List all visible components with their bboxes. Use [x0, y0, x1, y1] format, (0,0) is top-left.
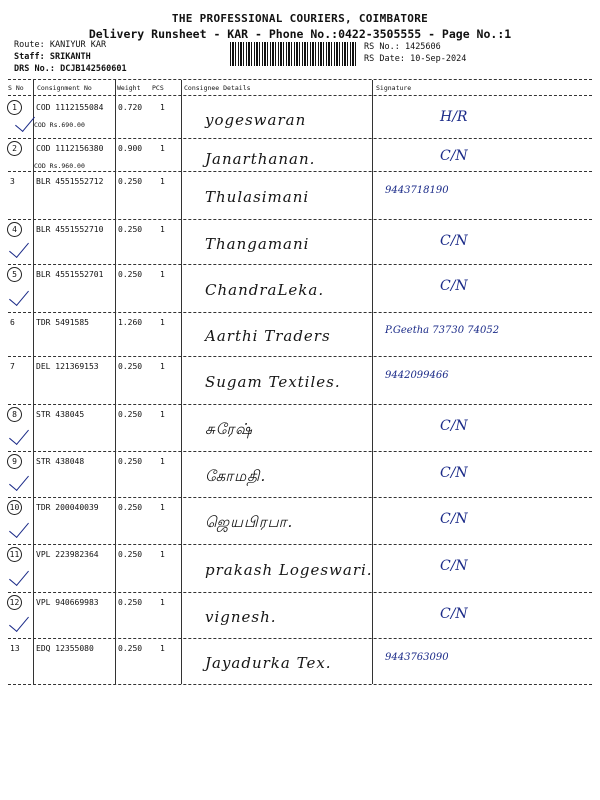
row-divider [8, 684, 592, 685]
signature-handwritten: P.Geetha 73730 74052 [385, 325, 500, 336]
pcs: 1 [160, 598, 165, 607]
signature-handwritten: 9442099466 [385, 370, 449, 381]
staff-value: SRIKANTH [49, 52, 91, 62]
runsheet-title: Delivery Runsheet - KAR - Phone No.:0422-3505555 - Page No.:1 [88, 27, 512, 41]
staff-label: Staff: [14, 52, 45, 62]
consignee-handwritten: Sugam Textiles. [205, 373, 341, 391]
pcs: 1 [160, 318, 165, 327]
row-divider [8, 171, 592, 172]
staff-line [14, 52, 91, 62]
signature-handwritten: C/N [440, 465, 468, 481]
row-divider [8, 219, 592, 220]
col-header-consignee: Consignee Details [184, 84, 251, 92]
consignee-handwritten: கோமதி. [205, 467, 267, 485]
pcs: 1 [160, 362, 165, 371]
signature-handwritten: H/R [440, 109, 468, 125]
weight: 0.250 [118, 503, 143, 512]
consignment-no: COD 1112156380 [36, 144, 104, 153]
pcs: 1 [160, 410, 165, 419]
rs-no-line [364, 42, 441, 52]
consignment-no: DEL 121369153 [36, 362, 99, 371]
drs-label: DRS No.: [14, 64, 55, 74]
row-divider [8, 544, 592, 545]
consignee-handwritten: Thangamani [205, 235, 310, 253]
cod-amount: COD Rs.690.00 [34, 121, 85, 129]
checkmark-icon [9, 285, 29, 306]
pcs: 1 [160, 270, 165, 279]
consignee-handwritten: ஜெயபிரபா. [205, 513, 294, 531]
sno-circled: 11 [7, 547, 22, 562]
col-header-sno: S No [8, 84, 24, 92]
consignee-handwritten: Janarthanan. [205, 150, 316, 168]
consignment-no: COD 1112155084 [36, 103, 104, 112]
checkmark-icon [9, 424, 29, 445]
consignee-handwritten: yogeswaran [205, 111, 307, 129]
sno-circled: 5 [7, 267, 22, 282]
route-value: KANIYUR KAR [49, 40, 107, 50]
rs-no-value: 1425606 [404, 42, 441, 52]
sno: 13 [10, 644, 20, 653]
drs-value: DCJB142560601 [60, 64, 127, 74]
cod-amount: COD Rs.960.00 [34, 162, 85, 170]
company-title: THE PROFESSIONAL COURIERS, COIMBATORE [171, 12, 429, 25]
consignee-handwritten: vignesh. [205, 608, 277, 626]
rs-no-label: RS No.: [364, 42, 400, 52]
signature-handwritten: 9443718190 [385, 185, 449, 196]
weight: 0.250 [118, 457, 143, 466]
consignment-no: STR 438048 [36, 457, 85, 466]
sno-circled: 8 [7, 407, 22, 422]
weight: 0.720 [118, 103, 143, 112]
consignment-no: VPL 223982364 [36, 550, 99, 559]
checkmark-icon [9, 237, 29, 258]
row-divider [8, 592, 592, 593]
sno-circled: 10 [7, 500, 22, 515]
pcs: 1 [160, 225, 165, 234]
consignment-no: BLR 4551552710 [36, 225, 104, 234]
sno: 3 [10, 177, 15, 186]
consignment-no: EDQ 12355080 [36, 644, 94, 653]
consignee-handwritten: ChandraLeka. [205, 281, 325, 299]
sno-circled: 9 [7, 454, 22, 469]
signature-handwritten: C/N [440, 278, 468, 294]
rs-date-value: 10-Sep-2024 [410, 54, 467, 64]
barcode [230, 42, 358, 66]
consignment-no: TDR 5491585 [36, 318, 89, 327]
sno-circled: 12 [7, 595, 22, 610]
route-label: Route: [14, 40, 45, 50]
sno: 7 [10, 362, 15, 371]
weight: 0.250 [118, 177, 143, 186]
pcs: 1 [160, 550, 165, 559]
row-divider [8, 312, 592, 313]
weight: 0.250 [118, 598, 143, 607]
weight: 0.250 [118, 410, 143, 419]
rs-date-label: RS Date: [364, 54, 405, 64]
col-header-consignment: Consignment No [37, 84, 92, 92]
weight: 1.260 [118, 318, 143, 327]
sno-circled: 2 [7, 141, 22, 156]
consignment-no: BLR 4551552701 [36, 270, 104, 279]
drs-line [14, 64, 127, 74]
checkmark-icon [9, 565, 29, 586]
row-divider [8, 264, 592, 265]
consignment-no: BLR 4551552712 [36, 177, 104, 186]
row-divider [8, 138, 592, 139]
weight: 0.250 [118, 550, 143, 559]
pcs: 1 [160, 644, 165, 653]
weight: 0.250 [118, 362, 143, 371]
sno: 6 [10, 318, 15, 327]
row-divider [8, 451, 592, 452]
weight: 0.250 [118, 644, 143, 653]
row-divider [8, 356, 592, 357]
pcs: 1 [160, 103, 165, 112]
consignee-handwritten: Thulasimani [205, 188, 310, 206]
row-divider [8, 404, 592, 405]
consignee-handwritten: Jayadurka Tex. [205, 654, 332, 672]
weight: 0.250 [118, 225, 143, 234]
sno-circled: 1 [7, 100, 22, 115]
pcs: 1 [160, 503, 165, 512]
row-divider [8, 497, 592, 498]
signature-handwritten: C/N [440, 558, 468, 574]
header-rule-bottom [8, 95, 592, 96]
signature-handwritten: 9443763090 [385, 652, 449, 663]
signature-handwritten: C/N [440, 148, 468, 164]
checkmark-icon [9, 470, 29, 491]
checkmark-icon [9, 611, 29, 632]
row-divider [8, 638, 592, 639]
checkmark-icon [15, 111, 35, 132]
col-header-pcs: PCS [152, 84, 164, 92]
route-line [14, 40, 106, 50]
consignment-no: STR 438045 [36, 410, 85, 419]
rs-date-line [364, 54, 466, 64]
pcs: 1 [160, 457, 165, 466]
pcs: 1 [160, 144, 165, 153]
consignment-no: VPL 940669983 [36, 598, 99, 607]
weight: 0.250 [118, 270, 143, 279]
sno-circled: 4 [7, 222, 22, 237]
col-header-signature: Signature [376, 84, 412, 92]
consignee-handwritten: prakash Logeswari. [205, 561, 373, 579]
header-rule-top [8, 79, 592, 80]
consignee-handwritten: Aarthi Traders [205, 327, 331, 345]
col-header-weight: Weight [117, 84, 141, 92]
weight: 0.900 [118, 144, 143, 153]
consignee-handwritten: சுரேஷ் [205, 420, 253, 438]
pcs: 1 [160, 177, 165, 186]
consignment-no: TDR 200040039 [36, 503, 99, 512]
signature-handwritten: C/N [440, 418, 468, 434]
signature-handwritten: C/N [440, 511, 468, 527]
signature-handwritten: C/N [440, 606, 468, 622]
signature-handwritten: C/N [440, 233, 468, 249]
checkmark-icon [9, 517, 29, 538]
